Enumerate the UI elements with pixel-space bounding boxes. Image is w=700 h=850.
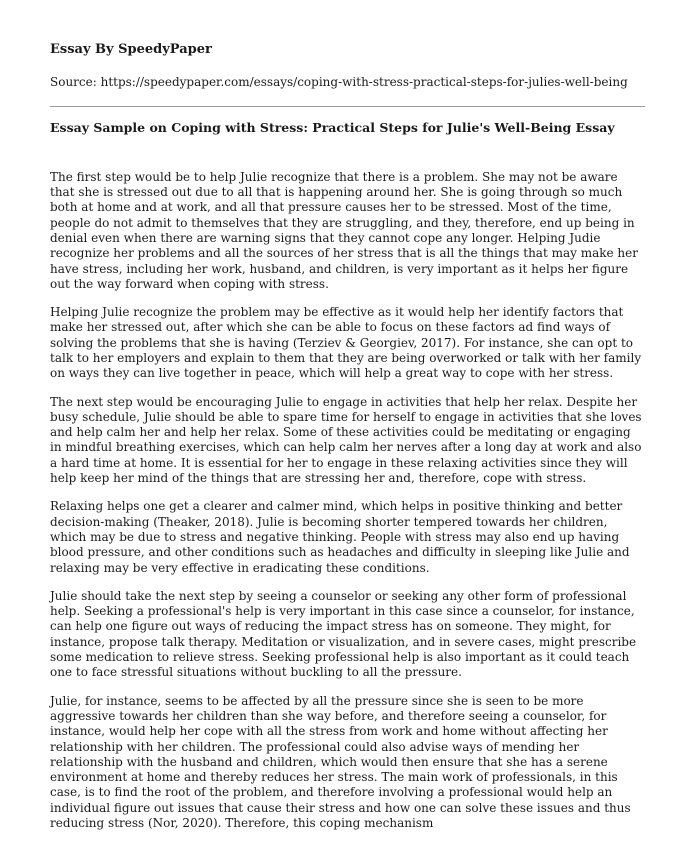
divider	[50, 106, 645, 107]
paragraph: Julie should take the next step by seeing a counselor or seeking any other form of professional help. Seeking a professional's help is very important in this case since a counselor, for instance, can help one figure out ways of reducing the impact stress has on someone. They might, for instance, propose talk therapy. Meditation or visualization, and in severe cases, might prescribe some medication to relieve stress. Seeking professional help is also important as it could teach one to face stressful situations without buckling to all the pressure.	[50, 588, 637, 680]
paragraph: The next step would be encouraging Julie to engage in activities that help her relax. Despite her busy schedule, Julie should be able to spare time for herself to engage in activities that she loves and help calm her and help her relax. Some of these activities could be meditating or engaging in mindful breathing exercises, which can help calm her nerves after a long day at work and also a hard time at home. It is essential for her to engage in these relaxing activities since they will help keep her mind of the things that are stressing her and, therefore, cope with stress.	[50, 394, 642, 486]
site-title: Essay By SpeedyPaper	[50, 42, 212, 57]
paragraph: Julie, for instance, seems to be affected by all the pressure since she is seen to be more aggressive towards her children than she way before, and therefore seeing a counselor, for instance, would help her cope with all the stress from work and home without affecting her relationship with her children. The professional could also advise ways of mending her relationship with the husband and children, which would then ensure that she has a serene environment at home and thereby reduces her stress. The main work of professionals, in this case, is to find the root of the problem, and therefore involving a professional would help an individual figure out issues that cause their stress and how one can solve these issues and thus reducing stress (Nor, 2020). Therefore, this coping mechanism	[50, 693, 631, 831]
source-line: Source: https://speedypaper.com/essays/coping-with-stress-practical-steps-for-julies-well-being	[50, 74, 628, 89]
essay-title: Essay Sample on Coping with Stress: Practical Steps for Julie's Well-Being Essay	[50, 120, 615, 136]
paragraph: Relaxing helps one get a clearer and calmer mind, which helps in positive thinking and better decision-making (Theaker, 2018). Julie is becoming shorter tempered towards her children, which may be due to stress and negative thinking. People with stress may also end up having blood pressure, and other conditions such as headaches and difficulty in sleeping like Julie and relaxing may be very effective in eradicating these conditions.	[50, 499, 630, 575]
paragraph: The first step would be to help Julie recognize that there is a problem. She may not be aware that she is stressed out due to all that is happening around her. She is going through so much both at home and at work, and all that pressure causes her to be stressed. Most of the time, people do not admit to themselves that they are struggling, and they, therefore, end up being in denial even when there are warning signs that they cannot cope any longer. Helping Judie recognize her problems and all the sources of her stress that is all the things that may make her have stress, including her work, husband, and children, is very important as it helps her figure out the way forward when coping with stress.	[50, 169, 638, 291]
essay-body	[50, 170, 645, 832]
paragraph: Helping Julie recognize the problem may be effective as it would help her identify factors that make her stressed out, after which she can be able to focus on these factors ad find ways of solving the problems that she is having (Terziev & Georgiev, 2017). For instance, she can opt to talk to her employers and explain to them that they are being overworked or talk with her family on ways they can live together in peace, which will help a great way to cope with her stress.	[50, 305, 642, 381]
